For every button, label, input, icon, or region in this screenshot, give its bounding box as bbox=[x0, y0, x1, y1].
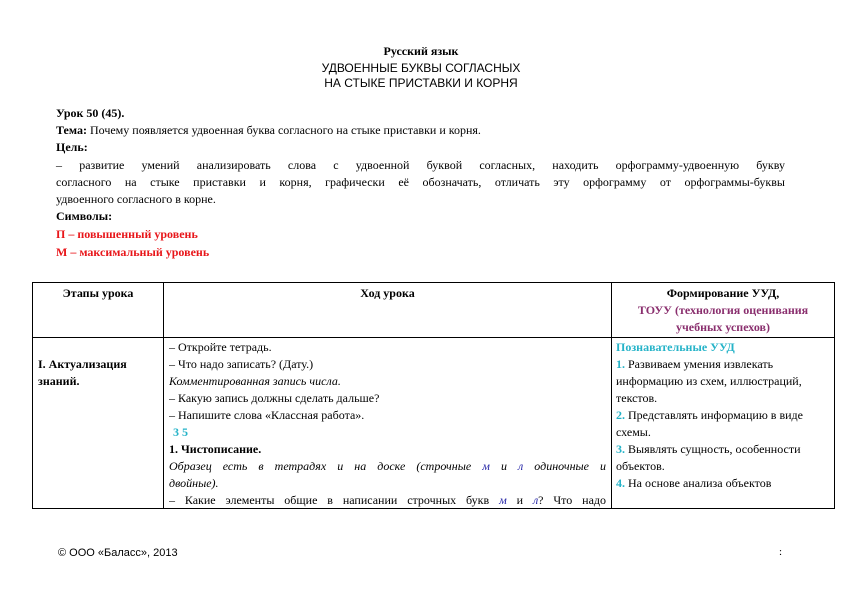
lesson-table bbox=[32, 282, 835, 509]
lesson-number: Урок 50 (45). bbox=[56, 106, 125, 120]
course-fragment: Образец есть в тетрадях и на доске (строчные bbox=[169, 459, 483, 473]
course-letter: л bbox=[518, 459, 524, 473]
uud-number: 2. bbox=[616, 408, 625, 422]
uud-cell bbox=[616, 339, 831, 492]
topic-label: Тема: bbox=[56, 123, 87, 137]
topic-text: Почему появляется удвоенная буква согласного на стыке приставки и корня. bbox=[86, 123, 481, 137]
goal-line3: удвоенного согласного в корне. bbox=[56, 192, 216, 206]
subject-title: Русский язык bbox=[383, 44, 459, 58]
course-line: – Какую запись должны сделать дальше? bbox=[169, 391, 380, 405]
course-letter: л bbox=[532, 493, 539, 507]
uud-item bbox=[616, 356, 831, 373]
uud-text: информацию из схем, иллюстраций, bbox=[616, 374, 802, 388]
uud-number: 3. bbox=[616, 442, 625, 456]
course-letter: м bbox=[482, 459, 490, 473]
course-line: – Что надо записать? (Дату.) bbox=[169, 357, 314, 371]
uud-text: Выявлять сущность, особенности bbox=[625, 442, 801, 456]
uud-header-line2: ТОУУ (технология оценивания bbox=[637, 303, 809, 317]
table-divider bbox=[33, 337, 834, 338]
course-fragment: ? Что надо bbox=[538, 493, 606, 507]
lesson-title-line1: УДВОЕННЫЕ БУКВЫ СОГЛАСНЫХ bbox=[321, 61, 521, 75]
course-fragment: и bbox=[489, 459, 518, 473]
uud-item bbox=[616, 407, 831, 424]
goal-line1: – развитие умений анализировать слова с удвоенной буквой согласных, находить орфограмму-удвоенную букву bbox=[56, 158, 785, 172]
course-line: – Напишите слова «Классная работа». bbox=[169, 408, 365, 422]
stage-line1: I. Актуализация bbox=[38, 357, 127, 371]
footer-copyright: © ООО «Баласс», 2013 bbox=[58, 547, 178, 559]
goal-label: Цель: bbox=[56, 140, 88, 154]
stage-cell bbox=[38, 356, 160, 390]
course-cell bbox=[169, 339, 606, 509]
col-header-course: Ход урока bbox=[360, 286, 415, 300]
stage-line2: знаний. bbox=[38, 374, 80, 388]
uud-text: схемы. bbox=[616, 425, 651, 439]
uud-text: объектов. bbox=[616, 459, 665, 473]
lesson-title-line2: НА СТЫКЕ ПРИСТАВКИ И КОРНЯ bbox=[324, 76, 518, 90]
uud-text: Развиваем умения извлекать bbox=[625, 357, 774, 371]
course-line bbox=[169, 492, 606, 509]
uud-header-line1: Формирование УУД, bbox=[666, 286, 780, 300]
course-fragment: – Какие элементы общие в написании строчных букв bbox=[169, 493, 500, 507]
col-header-stages: Этапы урока bbox=[62, 286, 134, 300]
course-line: – Откройте тетрадь. bbox=[169, 340, 272, 354]
course-line: двойные). bbox=[169, 476, 219, 490]
uud-title: Познавательные УУД bbox=[616, 340, 735, 354]
course-letter: м bbox=[499, 493, 507, 507]
symbol-p: П – повышенный уровень bbox=[56, 227, 198, 241]
symbols-label: Символы: bbox=[56, 209, 113, 223]
col-header-uud bbox=[612, 285, 834, 336]
uud-item bbox=[616, 475, 831, 492]
course-fragment: одиночные и bbox=[523, 459, 606, 473]
lesson-topic bbox=[56, 123, 481, 138]
uud-text: На основе анализа объектов bbox=[625, 476, 772, 490]
uud-text: Представлять информацию в виде bbox=[625, 408, 803, 422]
course-line bbox=[169, 458, 606, 475]
symbol-m: М – максимальный уровень bbox=[56, 245, 210, 259]
course-level-marks: 3 5 bbox=[173, 425, 188, 439]
uud-item bbox=[616, 441, 831, 458]
footer-mark: : bbox=[779, 546, 783, 558]
uud-text: текстов. bbox=[616, 391, 658, 405]
uud-number: 1. bbox=[616, 357, 625, 371]
table-divider bbox=[163, 283, 164, 508]
course-line: Комментированная запись числа. bbox=[169, 374, 341, 388]
course-line: 1. Чистописание. bbox=[169, 442, 262, 456]
goal-line2: согласного на стыке приставки и корня, графически её обозначать, отличать эту орфограмму от орфограммы-буквы bbox=[56, 175, 785, 189]
course-fragment: и bbox=[506, 493, 533, 507]
uud-header-line3: учебных успехов) bbox=[675, 320, 771, 334]
uud-number: 4. bbox=[616, 476, 625, 490]
